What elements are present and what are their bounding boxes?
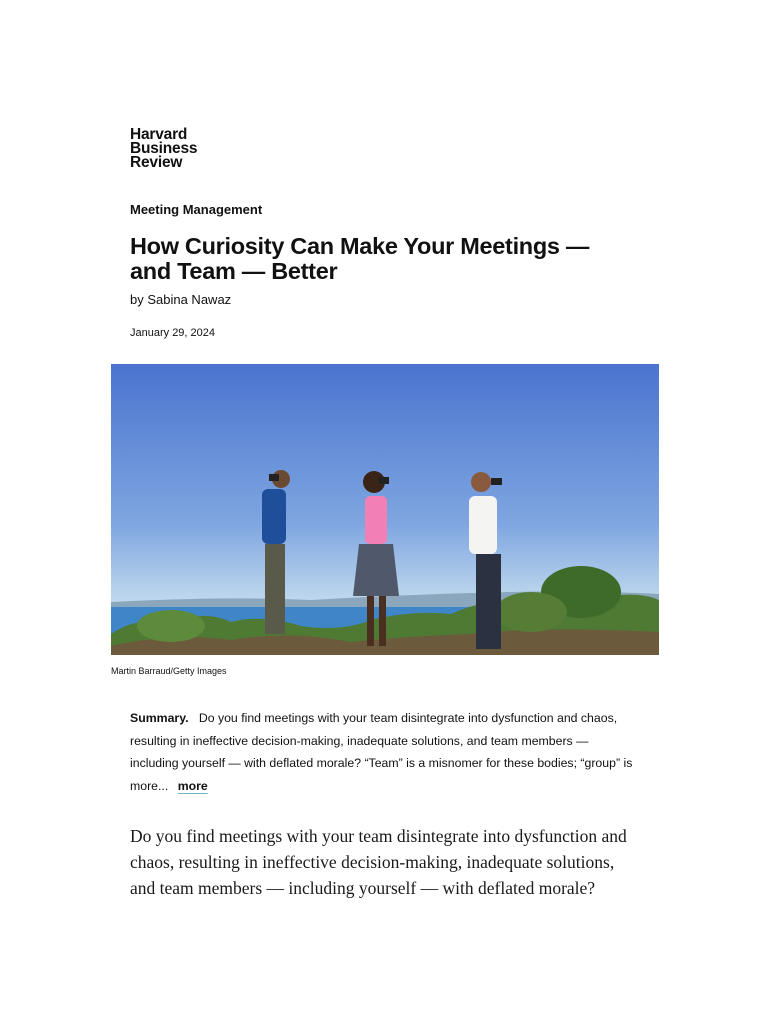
topic-link[interactable]: Meeting Management xyxy=(130,202,263,217)
image-credit: Martin Barraud/Getty Images xyxy=(111,666,227,676)
hbr-logo[interactable] xyxy=(130,128,197,170)
logo-line-1: Harvard xyxy=(130,126,188,143)
publish-date: January 29, 2024 xyxy=(130,327,216,339)
summary-label: Summary. xyxy=(130,711,189,725)
article-first-paragraph: Do you find meetings with your team disintegrate into dysfunction and chaos, resulting in ineffective decision-making, inadequate solutions, and team members — including yourself — with deflated morale? xyxy=(130,826,627,898)
logo-line-3: Review xyxy=(130,154,183,171)
summary-text: Do you find meetings with your team disintegrate into dysfunction and chaos, resulting in ineffective decision-making, inadequate solutions, and team members — including yourself — with deflated morale? “Team” is a misnomer for these bodies; “group” is more... xyxy=(130,711,633,793)
article-title: How Curiosity Can Make Your Meetings — and Team — Better xyxy=(130,233,590,284)
summary-more-link[interactable]: more xyxy=(177,778,208,793)
summary-block xyxy=(130,707,640,797)
byline: by Sabina Nawaz xyxy=(130,292,232,307)
hero-image xyxy=(111,364,659,655)
logo-line-2: Business xyxy=(130,140,198,157)
